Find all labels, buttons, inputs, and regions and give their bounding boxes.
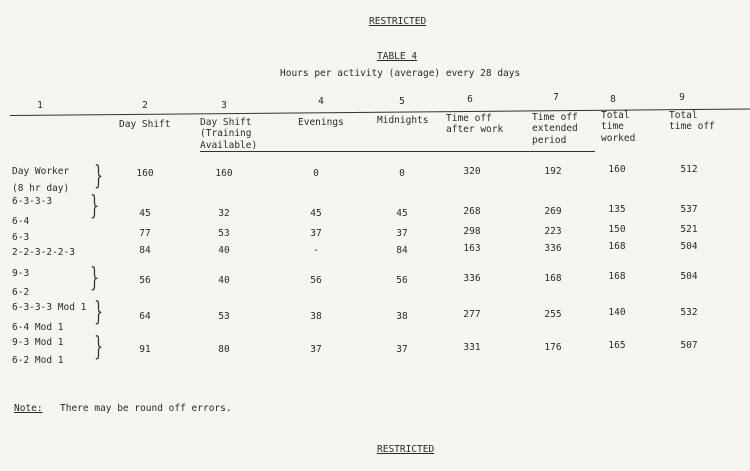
table-cell: 140 <box>608 307 626 318</box>
table-cell: 168 <box>608 241 626 252</box>
table-cell: 84 <box>396 245 408 256</box>
column-number: 5 <box>399 96 405 107</box>
security-marking-top: RESTRICTED <box>369 16 427 27</box>
column-number: 3 <box>221 100 227 111</box>
table-cell: 277 <box>463 309 481 320</box>
table-cell: 38 <box>310 311 322 322</box>
table-cell: 331 <box>463 342 481 353</box>
table-cell: 91 <box>139 344 151 355</box>
row-label: 6-3-3-3 Mod 1 <box>12 302 87 313</box>
table-cell: 135 <box>608 204 626 215</box>
table-cell: 45 <box>396 208 408 219</box>
table-subtitle: Hours per activity (average) every 28 days <box>280 68 521 79</box>
row-label: 6-3 <box>12 232 30 243</box>
column-number: 2 <box>142 100 148 111</box>
table-cell: 160 <box>608 164 626 175</box>
table-cell: 336 <box>544 243 562 254</box>
table-cell: 37 <box>310 228 322 239</box>
note-label: Note: <box>14 403 43 414</box>
column-header: Midnights <box>377 115 429 126</box>
table-cell: - <box>313 245 319 256</box>
table-cell: 504 <box>680 271 698 282</box>
table-cell: 268 <box>463 206 481 217</box>
table-cell: 532 <box>680 307 698 318</box>
table-cell: 45 <box>139 208 151 219</box>
table-cell: 38 <box>396 311 408 322</box>
table-cell: 512 <box>680 164 698 175</box>
column-header: Evenings <box>298 117 344 128</box>
table-cell: 150 <box>608 224 626 235</box>
table-cell: 168 <box>608 271 626 282</box>
table-cell: 37 <box>396 344 408 355</box>
table-cell: 298 <box>463 226 481 237</box>
header-bottom-rule <box>255 151 595 152</box>
row-label: 6-2 Mod 1 <box>12 355 64 366</box>
column-number: 9 <box>679 92 685 103</box>
header-underline <box>200 151 256 152</box>
column-header: Total time worked <box>601 110 636 144</box>
row-brace: } <box>94 161 104 191</box>
column-header: Total time off <box>669 110 715 133</box>
row-brace: } <box>94 332 104 362</box>
table-cell: 176 <box>544 342 562 353</box>
column-header: Day Shift <box>119 119 171 130</box>
note-text: There may be round off errors. <box>60 403 232 414</box>
table-cell: 320 <box>463 166 481 177</box>
table-cell: 40 <box>218 245 230 256</box>
table-cell: 0 <box>313 168 319 179</box>
table-cell: 537 <box>680 204 698 215</box>
table-cell: 56 <box>396 275 408 286</box>
table-cell: 255 <box>544 309 562 320</box>
table-cell: 53 <box>218 311 230 322</box>
table-cell: 521 <box>680 224 698 235</box>
security-marking-bottom: RESTRICTED <box>377 444 435 455</box>
table-cell: 84 <box>139 245 151 256</box>
row-label: Day Worker <box>12 166 70 177</box>
table-cell: 0 <box>399 168 405 179</box>
column-number: 4 <box>318 96 324 107</box>
row-brace: } <box>90 191 100 221</box>
table-cell: 53 <box>218 228 230 239</box>
table-cell: 269 <box>544 206 562 217</box>
column-number: 1 <box>37 100 43 111</box>
table-cell: 32 <box>218 208 230 219</box>
table-cell: 168 <box>544 273 562 284</box>
row-label: 6-4 <box>12 216 30 227</box>
table-cell: 80 <box>218 344 230 355</box>
table-cell: 192 <box>544 166 562 177</box>
table-cell: 336 <box>463 273 481 284</box>
table-cell: 37 <box>396 228 408 239</box>
table-cell: 45 <box>310 208 322 219</box>
column-number: 6 <box>467 94 473 105</box>
table-cell: 77 <box>139 228 151 239</box>
row-label: 6-2 <box>12 287 30 298</box>
table-cell: 507 <box>680 340 698 351</box>
table-cell: 56 <box>139 275 151 286</box>
table-cell: 504 <box>680 241 698 252</box>
row-label: (8 hr day) <box>12 183 70 194</box>
table-cell: 163 <box>463 243 481 254</box>
row-label: 9-3 Mod 1 <box>12 337 64 348</box>
table-cell: 165 <box>608 340 626 351</box>
table-cell: 64 <box>139 311 151 322</box>
column-header: Day Shift (Training Available) <box>200 117 258 151</box>
table-cell: 56 <box>310 275 322 286</box>
row-label: 6-4 Mod 1 <box>12 322 64 333</box>
table-cell: 160 <box>215 168 233 179</box>
column-number: 8 <box>610 94 616 105</box>
table-cell: 160 <box>136 168 154 179</box>
row-brace: } <box>94 297 104 327</box>
column-header: Time off after work <box>446 113 504 136</box>
row-label: 9-3 <box>12 268 30 279</box>
table-cell: 40 <box>218 275 230 286</box>
table-cell: 223 <box>544 226 562 237</box>
row-label: 6-3-3-3 <box>12 196 53 207</box>
column-number: 7 <box>553 92 559 103</box>
row-label: 2-2-3-2-2-3 <box>12 247 75 258</box>
table-title: TABLE 4 <box>377 51 418 62</box>
row-brace: } <box>90 263 100 293</box>
table-cell: 37 <box>310 344 322 355</box>
column-header: Time off extended period <box>532 112 578 146</box>
